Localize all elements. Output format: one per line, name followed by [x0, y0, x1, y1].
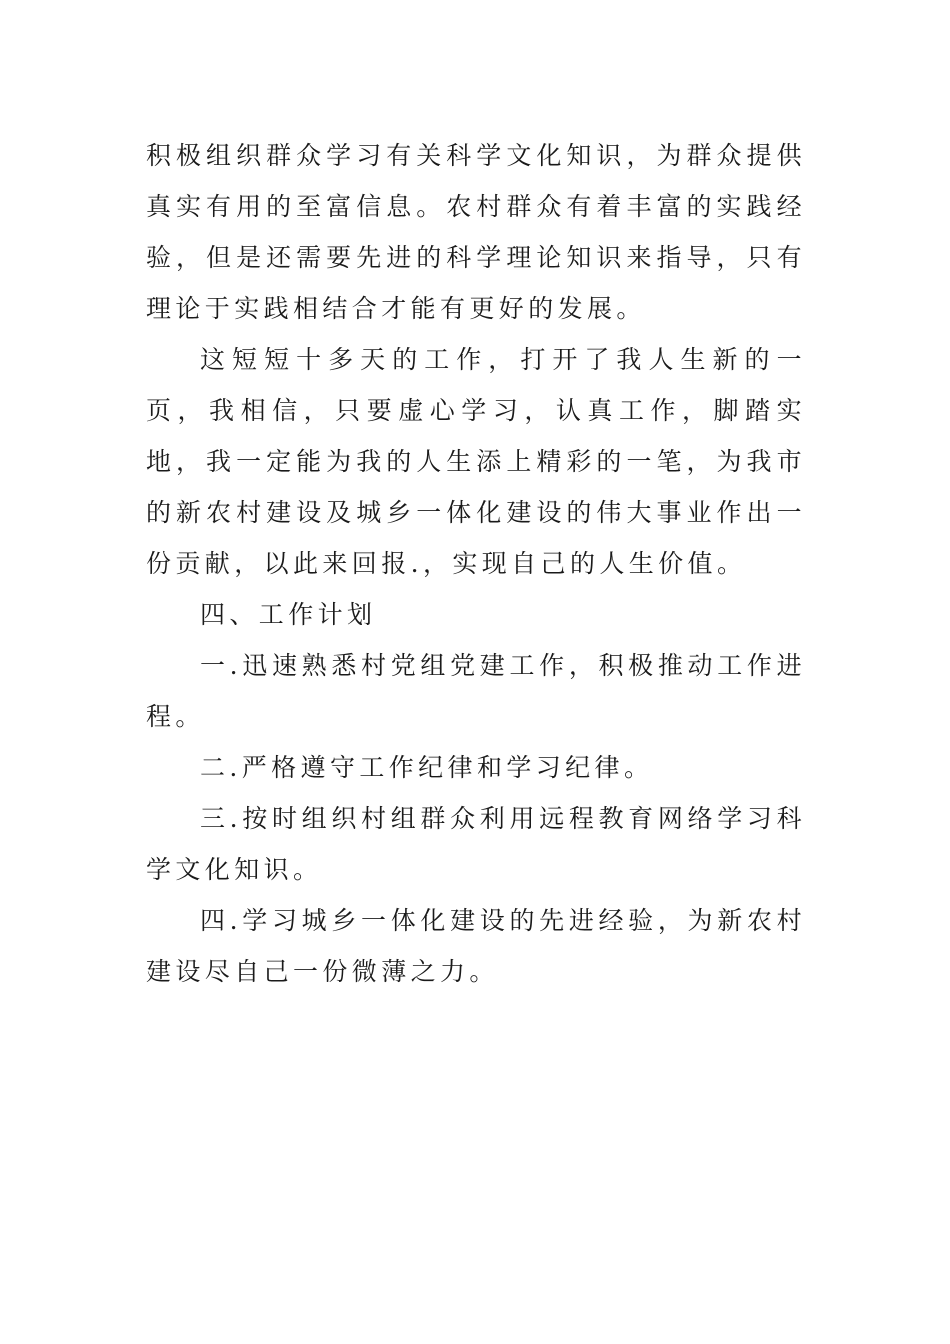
- paragraph-continuation: 积极组织群众学习有关科学文化知识，为群众提供真实有用的至富信息。农村群众有着丰富的实践经验，但是还需要先进的科学理论知识来指导，只有理论于实践相结合才能有更好的发展。: [146, 141, 806, 323]
- section-heading-work-plan: 四、工作计划: [200, 600, 377, 629]
- plan-item-2: 二.严格遵守工作纪律和学习纪律。: [200, 753, 654, 782]
- document-body: [146, 130, 806, 997]
- plan-item-4: 四.学习城乡一体化建设的先进经验，为新农村建设尽自己一份微薄之力。: [146, 906, 806, 986]
- plan-item-1: 一.迅速熟悉村党组党建工作，积极推动工作进程。: [146, 651, 806, 731]
- plan-item-3: 三.按时组织村组群众利用远程教育网络学习科学文化知识。: [146, 804, 806, 884]
- paragraph-reflection: 这短短十多天的工作，打开了我人生新的一页，我相信，只要虚心学习，认真工作，脚踏实地，我一定能为我的人生添上精彩的一笔，为我市的新农村建设及城乡一体化建设的伟大事业作出一份贡献，以此来回报.，实现自己的人生价值。: [146, 345, 806, 578]
